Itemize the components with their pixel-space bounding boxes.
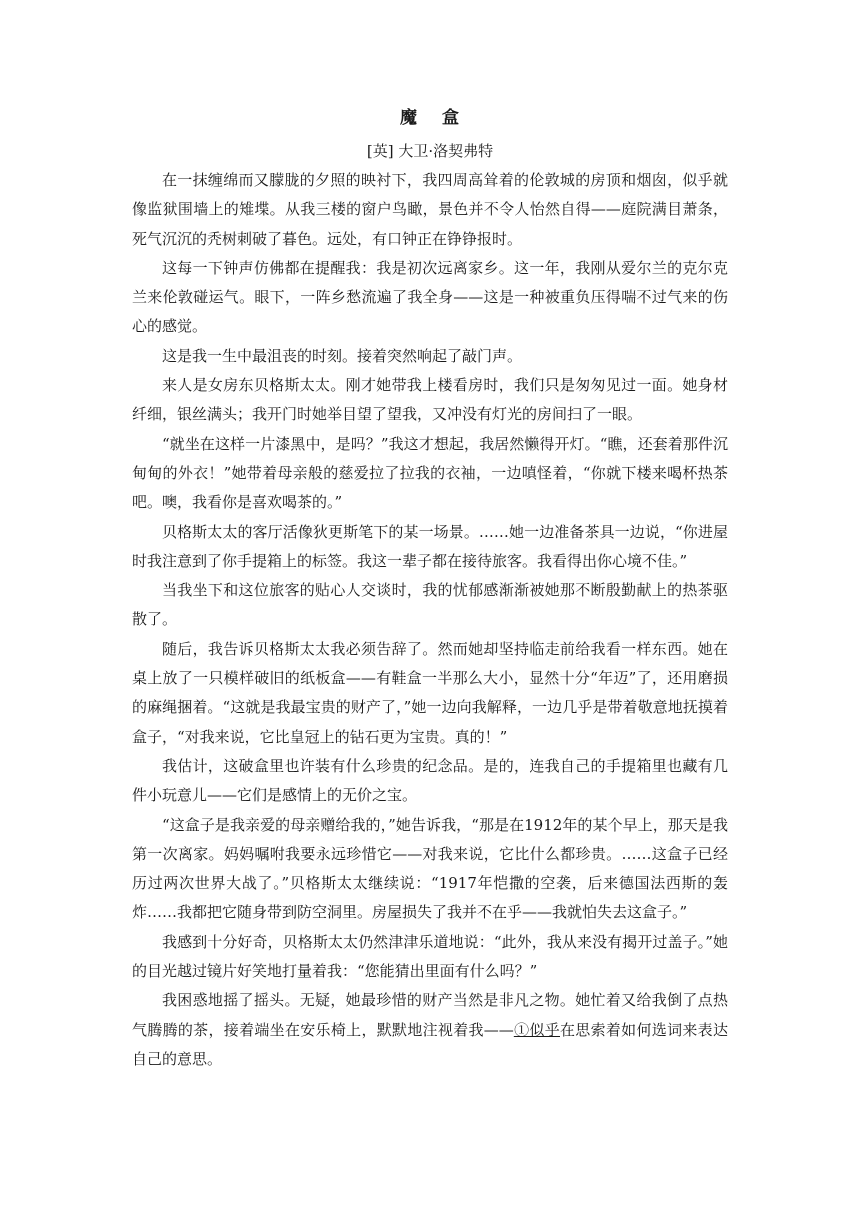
paragraph-8: 随后，我告诉贝格斯太太我必须告辞了。然而她却坚持临走前给我看一样东西。她在桌上放了一只模样破旧的纸板盒——有鞋盒一半那么大小，显然十分“年迈”了，还用磨损的麻绳捆着。“这就是我最宝贵的财产了，”她一边向我解释，一边几乎是带着敬意地抚摸着盒子，“对我来说，它比皇冠上的钻石更为宝贵。真的！”	[132, 639, 728, 746]
paragraph-4: 来人是女房东贝格斯太太。刚才她带我上楼看房时，我们只是匆匆见过一面。她身材纤细，银丝满头；我开门时她举目望了望我，又冲没有灯光的房间扫了一眼。	[132, 376, 728, 424]
paragraph-1: 在一抹缠绵而又朦胧的夕照的映衬下，我四周高耸着的伦敦城的房顶和烟囱，似乎就像监狱围墙上的雉堞。从我三楼的窗户鸟瞰，景色并不令人怡然自得——庭院满目萧条，死气沉沉的秃树刺破了暮色。远处，有口钟正在铮铮报时。	[132, 171, 728, 248]
author-line: [英] 大卫·洛契弗特	[366, 142, 494, 160]
title-char-2: 盒	[442, 108, 460, 128]
paragraph-6: 贝格斯太太的客厅活像狄更斯笔下的某一场景。……她一边准备茶具一边说，“你进屋时我注意到了你手提箱上的标签。我这一辈子都在接待旅客。我看得出你心境不佳。”	[132, 522, 728, 570]
underlined-phrase: ①似乎	[513, 1020, 560, 1039]
paragraph-11: 我感到十分好奇，贝格斯太太仍然津津乐道地说：“此外，我从来没有揭开过盖子。”她的目光越过镜片好笑地打量着我：“您能猜出里面有什么吗？”	[132, 932, 728, 981]
paragraph-3: 这是我一生中最沮丧的时刻。接着突然响起了敲门声。	[162, 346, 523, 365]
paragraph-2: 这每一下钟声仿佛都在提醒我：我是初次远离家乡。这一年，我刚从爱尔兰的克尔克兰来伦敦碰运气。眼下，一阵乡愁流遍了我全身——这是一种被重负压得喘不过气来的伤心的感觉。	[132, 258, 728, 336]
paragraph-9: 我估计，这破盒里也许装有什么珍贵的纪念品。是的，连我自己的手提箱里也藏有几件小玩意儿——它们是感情上的无价之宝。	[132, 756, 728, 805]
paragraph-12	[132, 986, 728, 1074]
paragraph-12-after: 在思索着如何选词来表达自己的意思。	[132, 1020, 728, 1068]
story-title	[132, 106, 728, 130]
paragraph-12-before: 我困惑地摇了摇头。无疑，她最珍惜的财产当然是非凡之物。她忙着又给我倒了点热气腾腾的茶，接着端坐在安乐椅上，默默地注视着我——	[132, 991, 728, 1039]
document-page	[132, 106, 728, 1074]
paragraph-5: “就坐在这样一片漆黑中，是吗？”我这才想起，我居然懒得开灯。“瞧，还套着那件沉甸甸的外衣！”她带着母亲般的慈爱拉了拉我的衣袖，一边嗔怪着，“你就下楼来喝杯热茶吧。噢，我看你是喜欢喝茶的。”	[132, 434, 728, 512]
paragraph-7: 当我坐下和这位旅客的贴心人交谈时，我的忧郁感渐渐被她那不断殷勤献上的热茶驱散了。	[132, 581, 728, 629]
title-char-1: 魔	[400, 108, 418, 128]
paragraph-10: “这盒子是我亲爱的母亲赠给我的，”她告诉我，“那是在1912年的某个早上，那天是我第一次离家。妈妈嘱咐我要永远珍惜它——对我来说，它比什么都珍贵。……这盒子已经历过两次世界大战了。”贝格斯太太继续说：“1917年恺撒的空袭，后来德国法西斯的轰炸……我都把它随身带到防空洞里。房屋损失了我并不在乎——我就怕失去这盒子。”	[132, 815, 728, 922]
